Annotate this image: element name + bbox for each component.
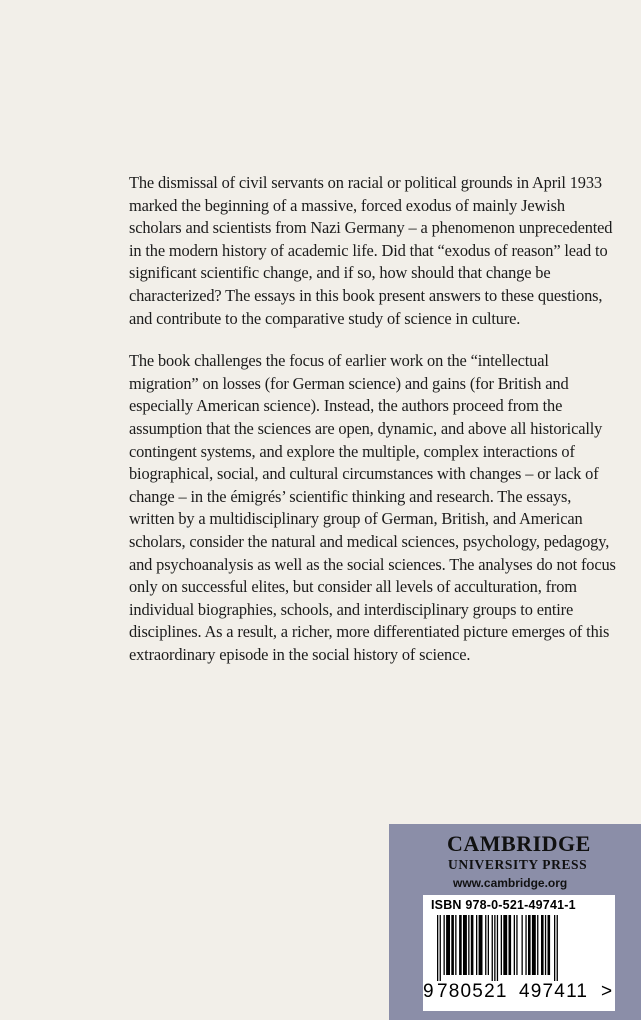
barcode-bar xyxy=(440,915,441,981)
barcode-bar xyxy=(501,915,502,975)
barcode-bar xyxy=(557,915,558,981)
barcode-right-group: 497411 xyxy=(519,981,589,1002)
barcode-icon xyxy=(435,915,607,981)
blurb-paragraph-1: The dismissal of civil servants on racial or political grounds in April 1933 marked the beginning of a massive, forced exodus of mainly Jewish scholars and scientists from Nazi Germany – a phenomenon unprecedented in the modern history of academic life. Did that “exodus of reason” lead to significant scientific change, and if so, how should that change be characterized? The essays in this book present answers to these questions, and contribute to the comparative study of science in culture. xyxy=(129,173,613,328)
barcode-bar xyxy=(451,915,454,975)
barcode-bar xyxy=(541,915,544,975)
barcode-bar xyxy=(468,915,469,975)
publisher-name: CAMBRIDGE xyxy=(447,831,591,856)
barcode-box xyxy=(423,895,615,1011)
barcode-bar xyxy=(497,915,498,981)
barcode-bar xyxy=(479,915,483,975)
barcode-end-mark: > xyxy=(601,981,614,1002)
barcode-bar xyxy=(509,915,512,975)
barcode-bar xyxy=(537,915,538,975)
barcode-bar xyxy=(444,915,445,975)
barcode-bar xyxy=(459,915,462,975)
barcode-bar xyxy=(476,915,477,975)
barcode-bar xyxy=(485,915,486,975)
barcode-bar xyxy=(503,915,507,975)
barcode-bar xyxy=(463,915,467,975)
barcode-bar xyxy=(471,915,474,975)
barcode-bar xyxy=(437,915,438,981)
isbn-label: ISBN 978-0-521-49741-1 xyxy=(431,898,576,912)
barcode-bar xyxy=(488,915,489,975)
barcode-bar xyxy=(548,915,551,975)
barcode-bar xyxy=(554,915,555,981)
blurb-paragraph-2: The book challenges the focus of earlier work on the “intellectual migration” on losses (for German science) and gains (for British and especially American science). Instead, the authors proceed from the assumption that the sciences are open, dynamic, and above all historically contingent systems, and explore the multiple, complex interactions of biographical, social, and cultural circumstances with changes – or lack of change – in the émigrés’ scientific thinking and research. The essays, written by a multidisciplinary group of German, British, and American scholars, consider the natural and medical sciences, psychology, pedagogy, and psychoanalysis as well as the social sciences. The analyses do not focus only on successful elites, but consider all levels of acculturation, from individual biographies, schools, and interdisciplinary groups to entire disciplines. As a result, a richer, more differentiated picture emerges of this extraordinary episode in the social history of science. xyxy=(129,351,616,664)
publisher-panel xyxy=(389,824,641,1020)
barcode-left-group: 780521 xyxy=(437,981,508,1002)
barcode-bar xyxy=(492,915,493,981)
barcode-bar xyxy=(545,915,546,975)
barcode-bar xyxy=(446,915,450,975)
barcode-bar xyxy=(532,915,536,975)
barcode-bar xyxy=(528,915,531,975)
barcode-digits xyxy=(423,981,615,1003)
barcode-bar xyxy=(522,915,523,975)
barcode-bar xyxy=(525,915,526,975)
barcode-bar xyxy=(514,915,515,975)
barcode-bar xyxy=(516,915,517,975)
publisher-url: www.cambridge.org xyxy=(453,876,568,890)
barcode-lead-digit: 9 xyxy=(423,981,435,1002)
publisher-subtitle: UNIVERSITY PRESS xyxy=(448,857,588,872)
back-cover-blurb xyxy=(129,172,617,686)
barcode-bar xyxy=(455,915,456,975)
barcode-bar xyxy=(494,915,495,981)
